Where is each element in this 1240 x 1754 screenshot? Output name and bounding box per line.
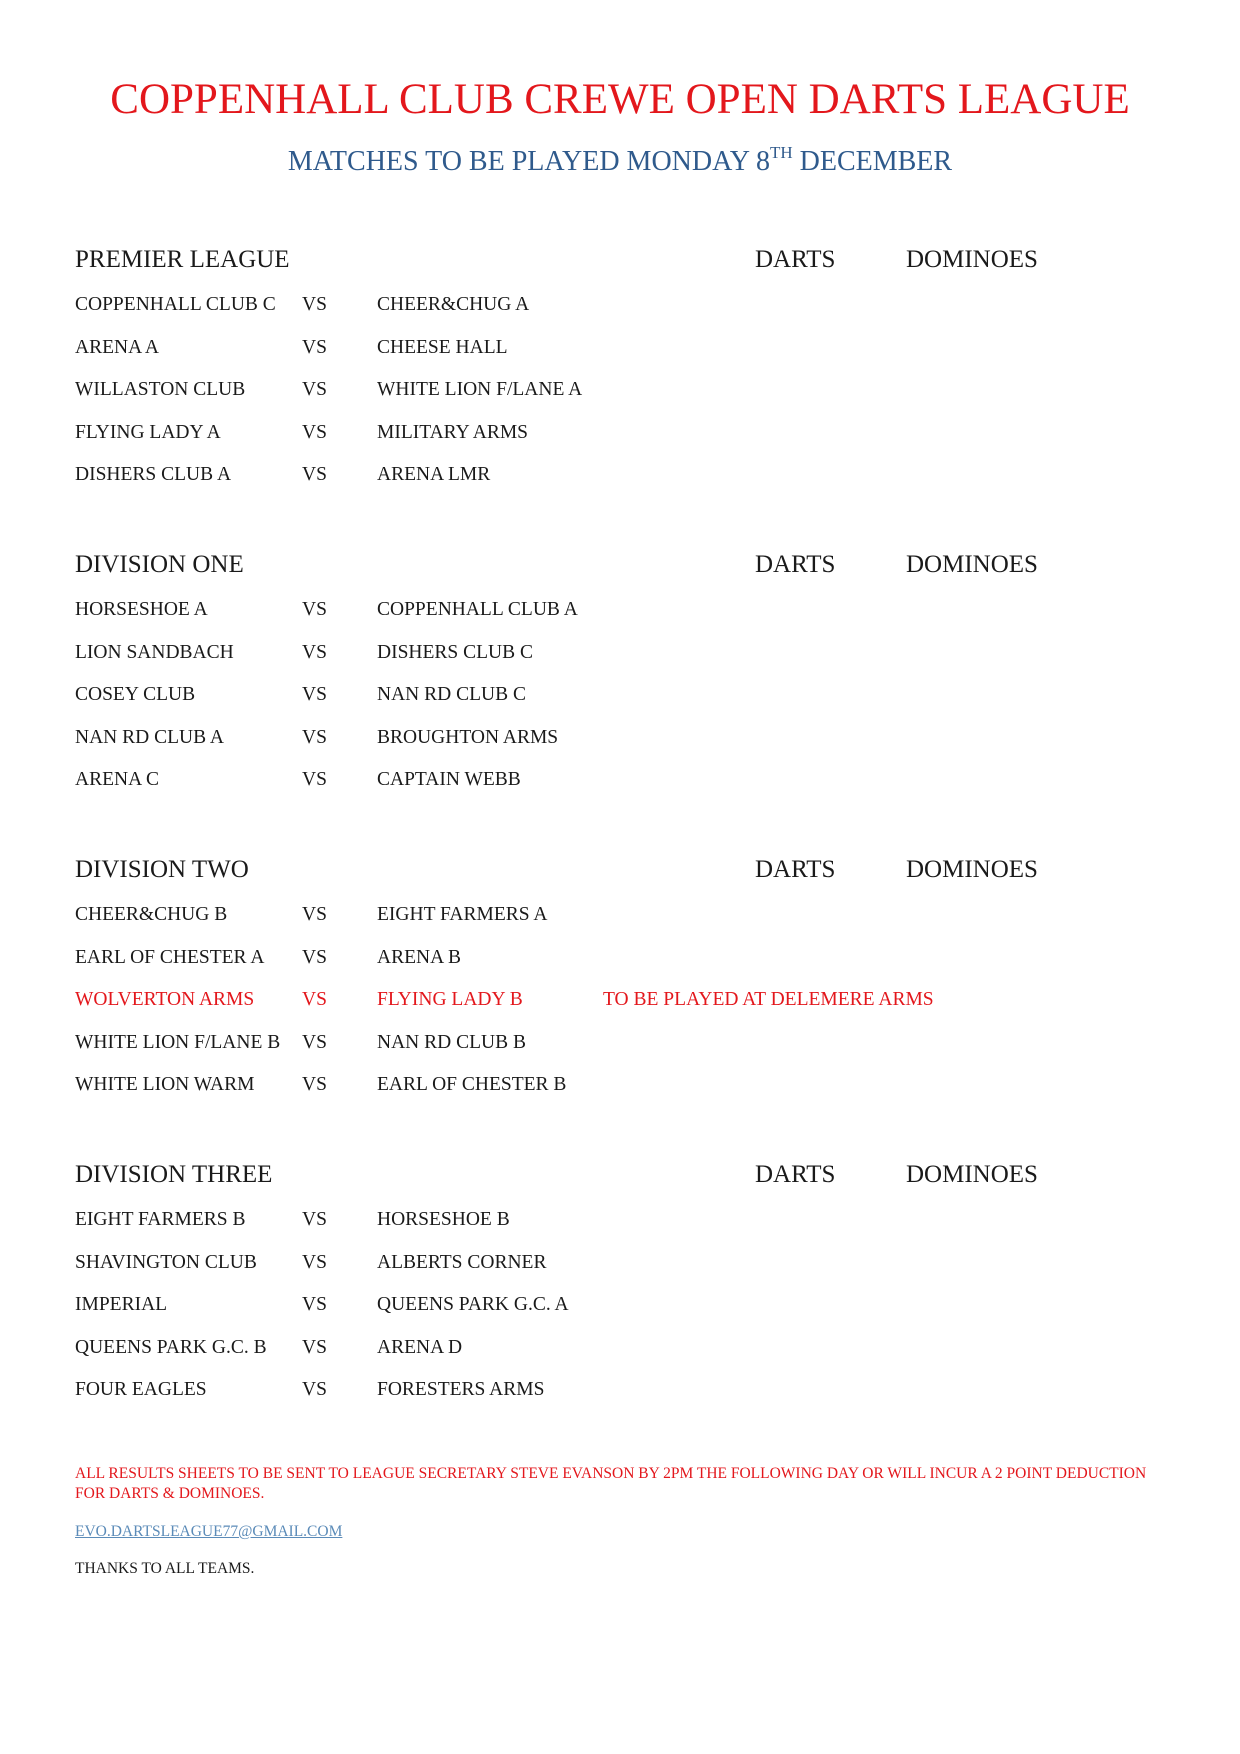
versus-label: VS	[302, 947, 327, 968]
versus-label: VS	[302, 379, 327, 400]
home-team: IMPERIAL	[75, 1294, 168, 1315]
fixture-row	[0, 1203, 1240, 1237]
home-team: EARL OF CHESTER A	[75, 947, 265, 968]
away-team: COPPENHALL CLUB A	[377, 599, 578, 620]
versus-label: VS	[302, 642, 327, 663]
results-deadline-notice: ALL RESULTS SHEETS TO BE SENT TO LEAGUE SECRETARY STEVE EVANSON BY 2PM THE FOLLOWING DAY OR WILL INCUR A 2 POINT DEDUCTION FOR DARTS & DOMINOES.	[75, 1465, 1147, 1502]
fixture-row	[0, 1373, 1240, 1407]
home-team: COSEY CLUB	[75, 684, 196, 705]
fixture-row	[0, 763, 1240, 797]
home-team: LION SANDBACH	[75, 642, 234, 663]
fixture-row-relocated	[0, 983, 1240, 1017]
darts-column-header: DARTS	[755, 1161, 836, 1188]
home-team: ARENA C	[75, 769, 159, 790]
match-date-subtitle	[0, 143, 1240, 178]
darts-column-header: DARTS	[755, 246, 836, 273]
away-team: CAPTAIN WEBB	[377, 769, 521, 790]
fixture-row	[0, 636, 1240, 670]
section-division-two	[0, 850, 1240, 1100]
away-team: MILITARY ARMS	[377, 422, 529, 443]
fixture-row	[0, 593, 1240, 627]
fixture-row	[0, 1068, 1240, 1102]
home-team: QUEENS PARK G.C. B	[75, 1337, 267, 1358]
away-team: NAN RD CLUB B	[377, 1032, 526, 1053]
thanks-message: THANKS TO ALL TEAMS.	[75, 1560, 255, 1577]
home-team: WHITE LION WARM	[75, 1074, 255, 1095]
away-team: CHEESE HALL	[377, 337, 508, 358]
fixture-row	[0, 416, 1240, 450]
home-team: EIGHT FARMERS B	[75, 1209, 246, 1230]
versus-label: VS	[302, 294, 327, 315]
home-team: COPPENHALL CLUB C	[75, 294, 276, 315]
versus-label: VS	[302, 1252, 327, 1273]
fixture-row	[0, 1288, 1240, 1322]
home-team: WOLVERTON ARMS	[75, 989, 255, 1010]
dominoes-column-header: DOMINOES	[906, 246, 1038, 273]
versus-label: VS	[302, 1074, 327, 1095]
darts-column-header: DARTS	[755, 551, 836, 578]
league-title: COPPENHALL CLUB CREWE OPEN DARTS LEAGUE	[110, 76, 1130, 123]
darts-column-header: DARTS	[755, 856, 836, 883]
versus-label: VS	[302, 599, 327, 620]
fixture-row	[0, 941, 1240, 975]
away-team: HORSESHOE B	[377, 1209, 510, 1230]
versus-label: VS	[302, 769, 327, 790]
section-title: DIVISION ONE	[75, 551, 244, 578]
away-team: EIGHT FARMERS A	[377, 904, 548, 925]
versus-label: VS	[302, 727, 327, 748]
home-team: WILLASTON CLUB	[75, 379, 246, 400]
section-title: PREMIER LEAGUE	[75, 246, 290, 273]
fixture-row	[0, 458, 1240, 492]
versus-label: VS	[302, 989, 327, 1010]
home-team: NAN RD CLUB A	[75, 727, 224, 748]
section-division-three	[0, 1155, 1240, 1405]
section-premier-league	[0, 240, 1240, 490]
away-team: DISHERS CLUB C	[377, 642, 534, 663]
subtitle-main: MATCHES TO BE PLAYED MONDAY 8	[287, 146, 770, 177]
fixture-row	[0, 1331, 1240, 1365]
home-team: FLYING LADY A	[75, 422, 221, 443]
versus-label: VS	[302, 1294, 327, 1315]
away-team: ARENA D	[377, 1337, 463, 1358]
versus-label: VS	[302, 684, 327, 705]
versus-label: VS	[302, 1209, 327, 1230]
fixture-row	[0, 721, 1240, 755]
fixture-row	[0, 1026, 1240, 1060]
home-team: WHITE LION F/LANE B	[75, 1032, 281, 1053]
versus-label: VS	[302, 904, 327, 925]
dominoes-column-header: DOMINOES	[906, 856, 1038, 883]
versus-label: VS	[302, 422, 327, 443]
away-team: ALBERTS CORNER	[377, 1252, 547, 1273]
home-team: FOUR EAGLES	[75, 1379, 207, 1400]
away-team: EARL OF CHESTER B	[377, 1074, 567, 1095]
fixture-row	[0, 331, 1240, 365]
home-team: DISHERS CLUB A	[75, 464, 232, 485]
versus-label: VS	[302, 1379, 327, 1400]
home-team: SHAVINGTON CLUB	[75, 1252, 257, 1273]
home-team: CHEER&CHUG B	[75, 904, 228, 925]
home-team: ARENA A	[75, 337, 159, 358]
fixture-row	[0, 288, 1240, 322]
away-team: CHEER&CHUG A	[377, 294, 530, 315]
section-title: DIVISION TWO	[75, 856, 249, 883]
away-team: ARENA LMR	[377, 464, 491, 485]
versus-label: VS	[302, 337, 327, 358]
fixture-row	[0, 373, 1240, 407]
versus-label: VS	[302, 1337, 327, 1358]
secretary-email-link[interactable]: EVO.DARTSLEAGUE77@GMAIL.COM	[75, 1523, 343, 1540]
section-division-one	[0, 545, 1240, 795]
venue-change-note: TO BE PLAYED AT DELEMERE ARMS	[603, 989, 934, 1010]
versus-label: VS	[302, 1032, 327, 1053]
dominoes-column-header: DOMINOES	[906, 1161, 1038, 1188]
section-title: DIVISION THREE	[75, 1161, 273, 1188]
date-ordinal-suffix: TH	[769, 143, 793, 162]
away-team: QUEENS PARK G.C. A	[377, 1294, 569, 1315]
fixture-row	[0, 1246, 1240, 1280]
subtitle-month: DECEMBER	[792, 146, 953, 177]
home-team: HORSESHOE A	[75, 599, 208, 620]
away-team: FLYING LADY B	[377, 989, 523, 1010]
away-team: BROUGHTON ARMS	[377, 727, 559, 748]
away-team: NAN RD CLUB C	[377, 684, 526, 705]
fixture-row	[0, 678, 1240, 712]
fixture-row	[0, 898, 1240, 932]
away-team: ARENA B	[377, 947, 461, 968]
away-team: WHITE LION F/LANE A	[377, 379, 583, 400]
versus-label: VS	[302, 464, 327, 485]
dominoes-column-header: DOMINOES	[906, 551, 1038, 578]
away-team: FORESTERS ARMS	[377, 1379, 545, 1400]
